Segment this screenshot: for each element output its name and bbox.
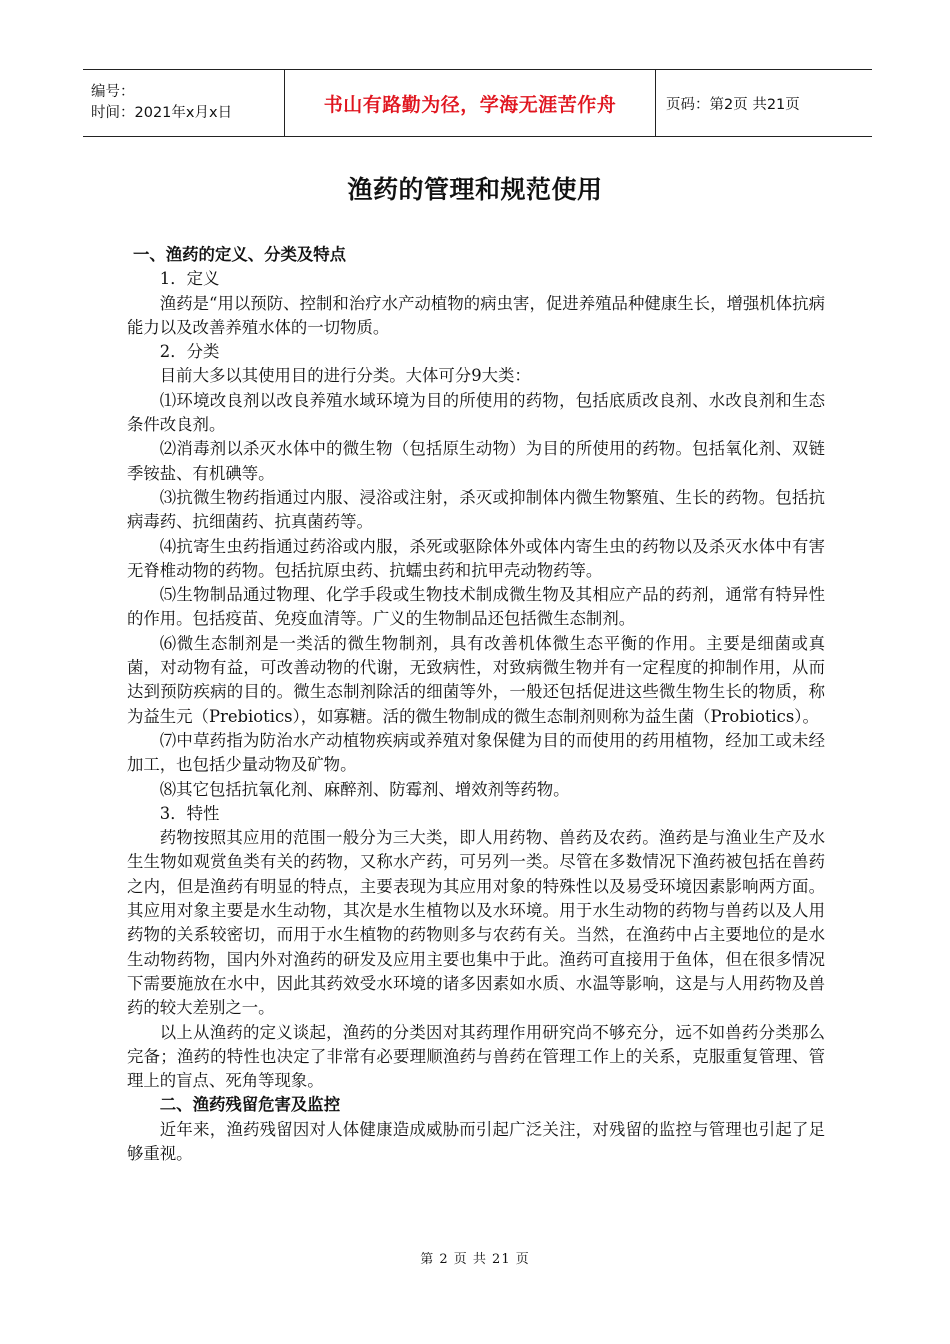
section-heading-1: 一、渔药的定义、分类及特点 <box>133 245 347 264</box>
document-title: 渔药的管理和规范使用 <box>347 175 603 204</box>
document-time-label: 时间：2021年x月x日 <box>91 105 233 121</box>
list-item: ⑶抗微生物药指通过内服、浸浴或注射，杀灭或抑制体内微生物繁殖、生长的药物。包括抗病毒药、抗细菌药、抗真菌药等。 <box>127 487 825 532</box>
subsection-heading-characteristics: 3．特性 <box>159 803 220 823</box>
list-item: ⑷抗寄生虫药指通过药浴或内服，杀死或驱除体外或体内寄生虫的药物以及杀灭水体中有害无脊椎动物的药物。包括抗原虫药、抗蠕虫药和抗甲壳动物药等。 <box>127 536 825 580</box>
header-motto-cell <box>285 70 656 136</box>
list-item: ⑻其它包括抗氧化剂、麻醉剂、防霉剂、增效剂等药物。 <box>159 779 570 799</box>
paragraph: 药物按照其应用的范围一般分为三大类，即人用药物、兽药及农药。渔药是与渔业生产及水生生物如观赏鱼类有关的药物，又称水产药，可另列一类。尽管在多数情况下渔药被包括在兽药之内，但是渔药有明显的特点，主要表现为其应用对象的特殊性以及易受环境因素影响两方面。其应用对象主要是水生动物，其次是水生植物以及水环境。用于水生动物的药物与兽药以及人用药物的关系较密切，而用于水生植物的药物则多与农药有关。当然，在渔药中占主要地位的是水生动物药物，国内外对渔药的研发及应用主要也集中于此。渔药可直接用于鱼体，但在很多情况下需要施放在水中，因此其药效受水环境的诸多因素如水质、水温等影响，这是与人用药物及兽药的较大差别之一。 <box>127 828 825 1018</box>
header-motto: 书山有路勤为径，学海无涯苦作舟 <box>323 93 617 116</box>
page-footer: 第 2 页 共 21 页 <box>420 1252 530 1267</box>
subsection-heading-classification: 2．分类 <box>159 342 220 362</box>
list-item: ⑴环境改良剂以改良养殖水域环境为目的所使用的药物，包括底质改良剂、水改良剂和生态条件改良剂。 <box>127 390 825 435</box>
document-body <box>127 243 825 1166</box>
paragraph: 渔药是“用以预防、控制和治疗水产动植物的病虫害，促进养殖品种健康生长，增强机体抗病能力以及改善养殖水体的一切物质。 <box>127 293 825 337</box>
header-page-info: 页码：第2页 共21页 <box>666 96 800 113</box>
paragraph: 目前大多以其使用目的进行分类。大体可分9大类： <box>159 366 531 386</box>
list-item: ⑵消毒剂以杀灭水体中的微生物（包括原生动物）为目的所使用的药物。包括氧化剂、双链季铵盐、有机碘等。 <box>127 439 825 483</box>
paragraph: 近年来，渔药残留因对人体健康造成威胁而引起广泛关注，对残留的监控与管理也引起了足够重视。 <box>127 1119 825 1163</box>
list-item: ⑹微生态制剂是一类活的微生物制剂，具有改善机体微生态平衡的作用。主要是细菌或真菌，对动物有益，可改善动物的代谢，无致病性，对致病微生物并有一定程度的抑制作用，从而达到预防疾病的目的。微生态制剂除活的细菌等外，一般还包括促进这些微生物生长的物质，称为益生元（Prebiotics），如寡糖。活的微生物制成的微生态制剂则称为益生菌（Probiotics）。 <box>127 633 825 726</box>
document-number-label: 编号： <box>91 84 135 100</box>
list-item: ⑺中草药指为防治水产动植物疾病或养殖对象保健为目的而使用的药用植物，经加工或未经加工，也包括少量动物及矿物。 <box>127 730 825 775</box>
paragraph: 以上从渔药的定义谈起，渔药的分类因对其药理作用研究尚不够充分，远不如兽药分类那么完备；渔药的特性也决定了非常有必要理顺渔药与兽药在管理工作上的关系，克服重复管理、管理上的盲点、死角等现象。 <box>127 1022 825 1091</box>
list-item: ⑸生物制品通过物理、化学手段或生物技术制成微生物及其相应产品的药剂，通常有特异性的作用。包括疫苗、免疫血清等。广义的生物制品还包括微生态制剂。 <box>127 585 825 629</box>
header-page-cell <box>656 70 872 136</box>
header-meta-cell <box>83 70 285 136</box>
document-header <box>83 69 872 137</box>
section-heading-2: 二、渔药残留危害及监控 <box>159 1095 341 1115</box>
subsection-heading-definition: 1．定义 <box>159 269 220 289</box>
